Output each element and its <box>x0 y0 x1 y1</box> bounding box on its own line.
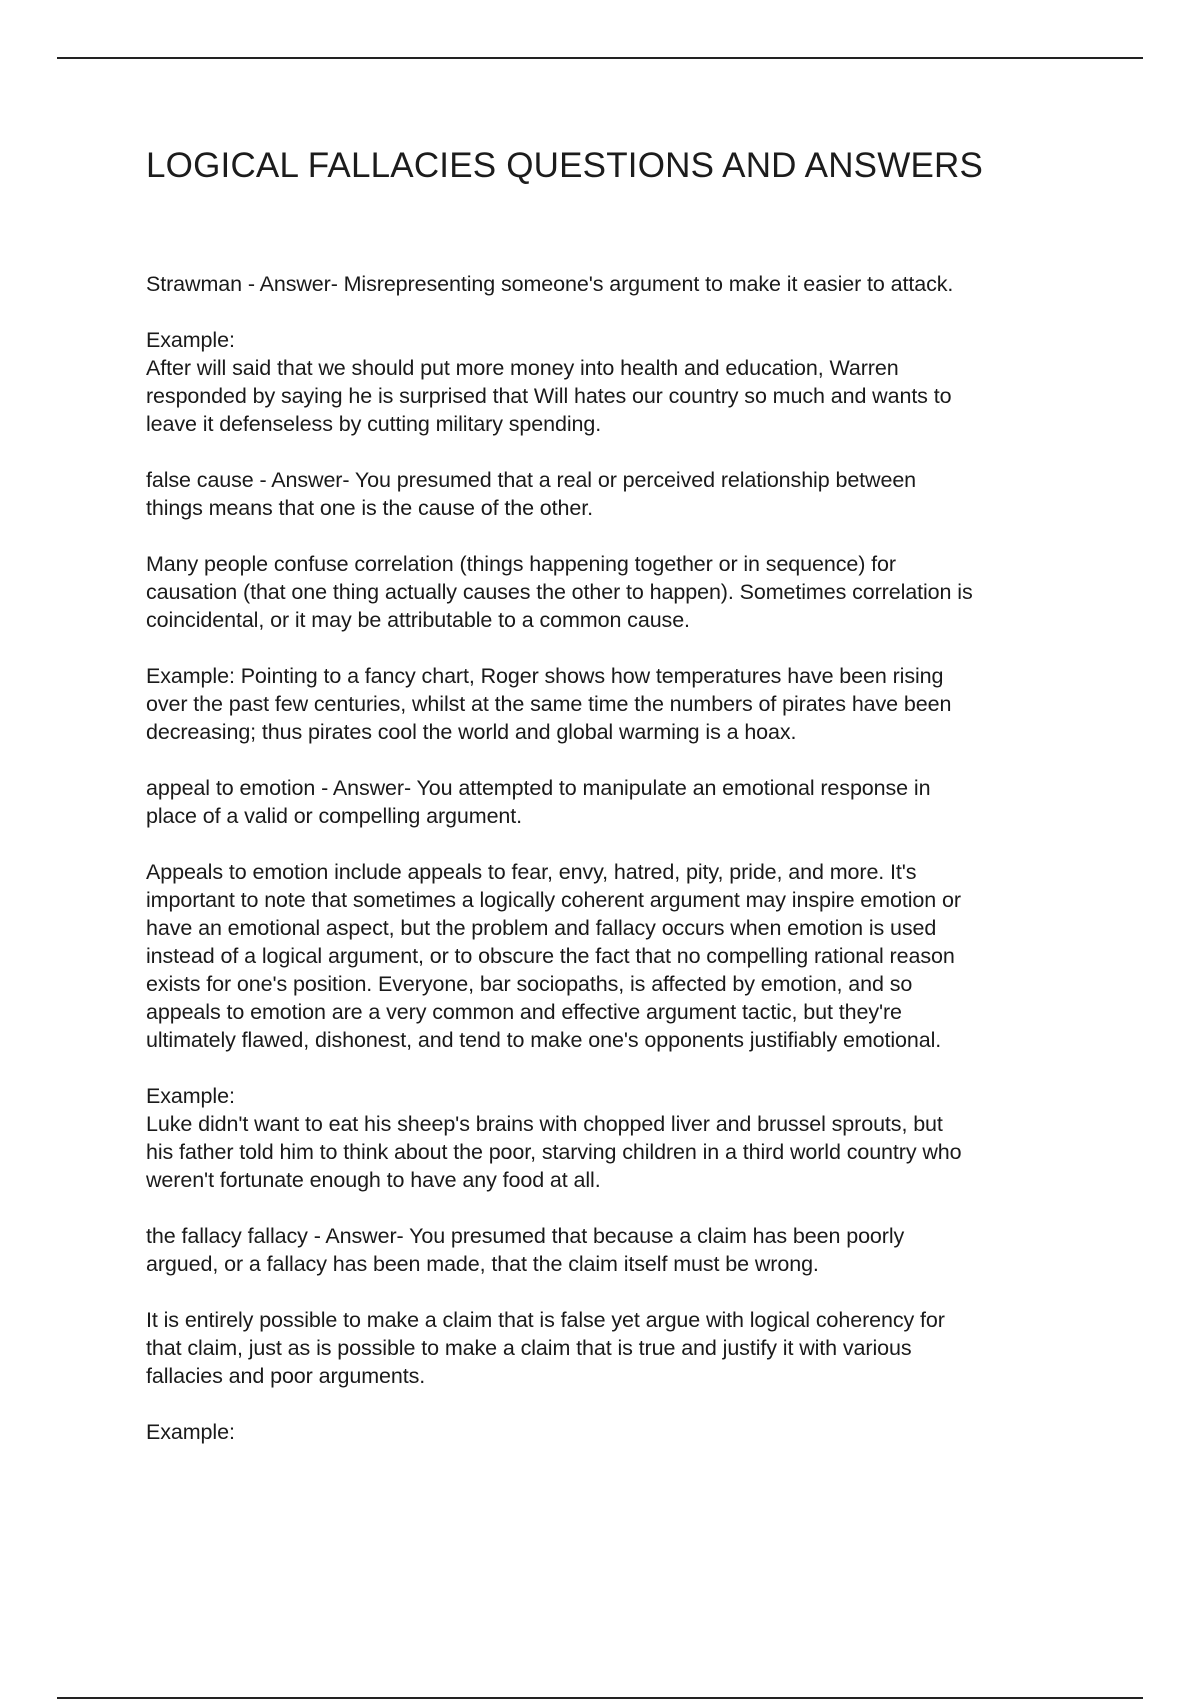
paragraph <box>146 466 1096 522</box>
paragraph <box>146 858 1096 1054</box>
paragraph <box>146 1222 1096 1278</box>
paragraph <box>146 1082 1096 1194</box>
text-line: exists for one's position. Everyone, bar sociopaths, is affected by emotion, and so <box>146 972 913 996</box>
text-line: argued, or a fallacy has been made, that the claim itself must be wrong. <box>146 1252 819 1276</box>
text-line: Example: <box>146 1084 235 1108</box>
text-line: place of a valid or compelling argument. <box>146 804 523 828</box>
text-line: Strawman - Answer- Misrepresenting someone's argument to make it easier to attack. <box>146 272 954 296</box>
paragraph <box>146 1306 1096 1390</box>
text-line: instead of a logical argument, or to obscure the fact that no compelling rational reason <box>146 944 955 968</box>
text-line: things means that one is the cause of the other. <box>146 496 593 520</box>
text-line: leave it defenseless by cutting military spending. <box>146 412 602 436</box>
text-line: his father told him to think about the poor, starving children in a third world country who <box>146 1140 962 1164</box>
footer-rule <box>57 1697 1143 1699</box>
text-line: have an emotional aspect, but the problem and fallacy occurs when emotion is used <box>146 916 937 940</box>
paragraph <box>146 774 1096 830</box>
document-body <box>146 270 1096 1446</box>
text-line: After will said that we should put more money into health and education, Warren <box>146 356 899 380</box>
text-line: causation (that one thing actually causes the other to happen). Sometimes correlation is <box>146 580 973 604</box>
document-title: LOGICAL FALLACIES QUESTIONS AND ANSWERS <box>146 146 984 185</box>
text-line: that claim, just as is possible to make a claim that is true and justify it with various <box>146 1336 912 1360</box>
text-line: Many people confuse correlation (things happening together or in sequence) for <box>146 552 896 576</box>
document-page <box>146 140 1096 1474</box>
text-line: Example: <box>146 1420 235 1444</box>
text-line: over the past few centuries, whilst at the same time the numbers of pirates have been <box>146 692 952 716</box>
text-line: coincidental, or it may be attributable to a common cause. <box>146 608 690 632</box>
text-line: appeals to emotion are a very common and effective argument tactic, but they're <box>146 1000 902 1024</box>
text-line: Appeals to emotion include appeals to fear, envy, hatred, pity, pride, and more. It's <box>146 860 917 884</box>
text-line: Luke didn't want to eat his sheep's brains with chopped liver and brussel sprouts, but <box>146 1112 943 1136</box>
text-line: It is entirely possible to make a claim that is false yet argue with logical coherency for <box>146 1308 945 1332</box>
paragraph <box>146 550 1096 634</box>
text-line: fallacies and poor arguments. <box>146 1364 426 1388</box>
text-line: false cause - Answer- You presumed that a real or perceived relationship between <box>146 468 917 492</box>
paragraph <box>146 326 1096 438</box>
text-line: responded by saying he is surprised that Will hates our country so much and wants to <box>146 384 952 408</box>
text-line: weren't fortunate enough to have any food at all. <box>146 1168 601 1192</box>
paragraph <box>146 662 1096 746</box>
text-line: the fallacy fallacy - Answer- You presumed that because a claim has been poorly <box>146 1224 905 1248</box>
paragraph <box>146 1418 1096 1446</box>
text-line: Example: <box>146 328 235 352</box>
text-line: important to note that sometimes a logically coherent argument may inspire emotion or <box>146 888 961 912</box>
text-line: decreasing; thus pirates cool the world and global warming is a hoax. <box>146 720 797 744</box>
text-line: Example: Pointing to a fancy chart, Roger shows how temperatures have been rising <box>146 664 944 688</box>
header-rule <box>57 57 1143 59</box>
text-line: ultimately flawed, dishonest, and tend to make one's opponents justifiably emotional. <box>146 1028 942 1052</box>
paragraph <box>146 270 1096 298</box>
text-line: appeal to emotion - Answer- You attempted to manipulate an emotional response in <box>146 776 931 800</box>
